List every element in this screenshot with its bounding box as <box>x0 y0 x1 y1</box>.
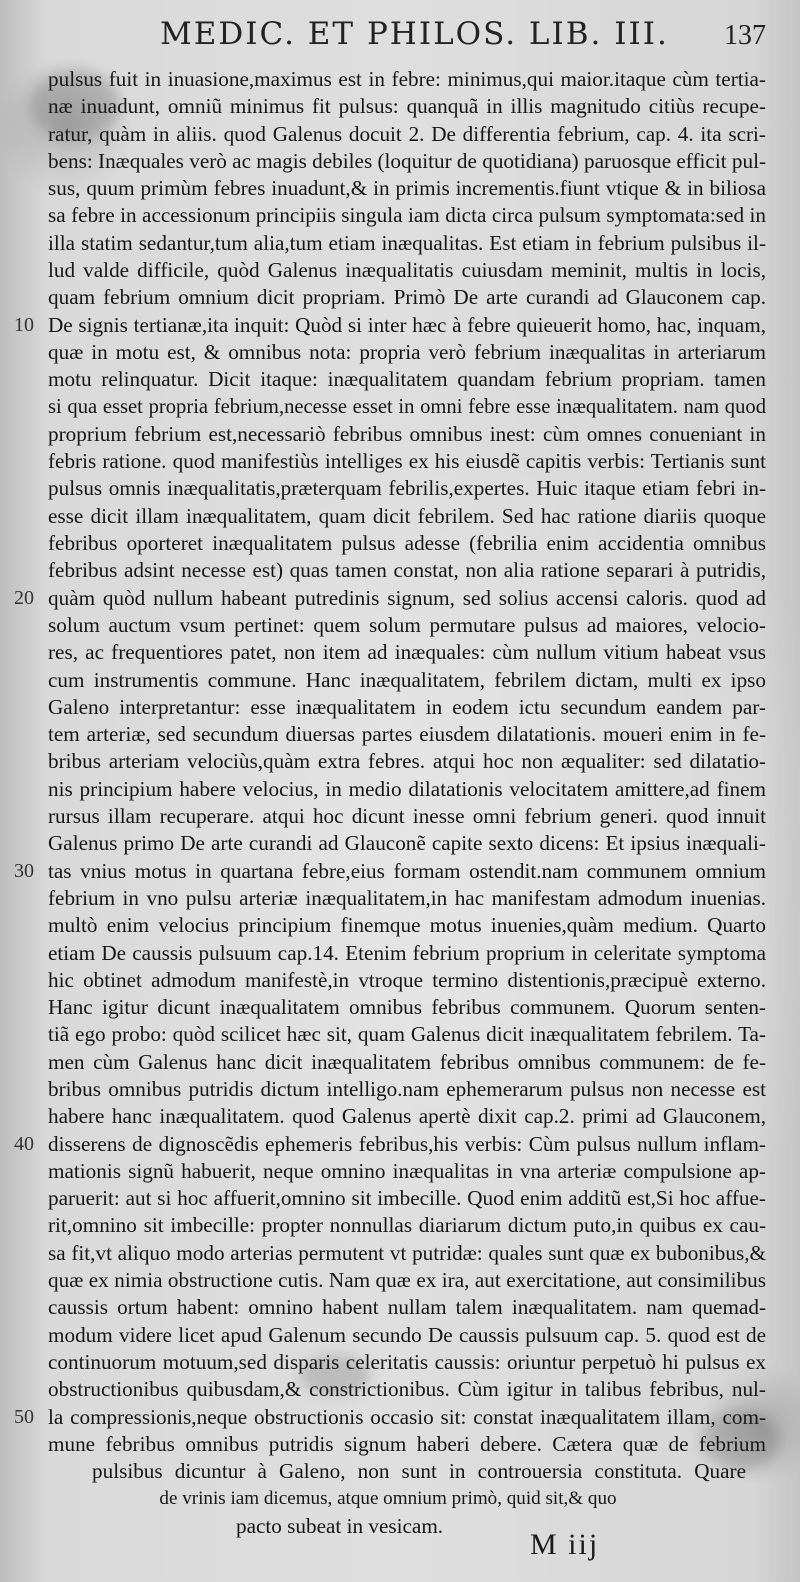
text-line: res, ac frequentiores patet, non item ad inæquales: cùm nullum vitium habeat vsus <box>48 640 766 665</box>
ink-smudge <box>30 70 120 140</box>
line-number-10: 10 <box>14 313 34 336</box>
text-line: quam febrium omnium dicit propriam. Primò De arte curandi ad Glauconem cap. <box>48 285 766 310</box>
text-line: illa statim sedantur,tum alia,tum etiam inæqualitas. Est etiam in febrium pulsibus il- <box>48 230 766 255</box>
text-line: de vrinis iam dicemus, atque omnium primò, quid sit,& quo <box>159 1488 617 1510</box>
text-line: febris ratione. quod manifestiùs intelliges ex his eiusdẽ capitis verbis: Tertianis sunt <box>48 449 766 474</box>
line-number-30: 30 <box>14 859 34 882</box>
text-line: hic obtinet admodum manifestè,in vtroque termino distentionis,præcipuè externo. <box>48 967 766 992</box>
text-line-numbered <box>14 585 766 612</box>
text-line: paruerit: aut si hoc affuerit,omnino sit imbecille. Quod enim additũ est,Si hoc affue- <box>48 1186 766 1211</box>
text-line: tiã ego probo: quòd scilicet hæc sit, quam Galenus dicit inæqualitatem febrilem. Ta- <box>48 1022 766 1047</box>
signature-mark: M iij <box>530 1528 600 1561</box>
text-line: multò enim velocius principium finemque motus inuenies,quàm medium. Quarto <box>48 913 766 938</box>
text-line: habere hanc inæqualitatem. quod Galenus apertè dixit cap.2. primi ad Glauconem, <box>48 1104 766 1129</box>
text-line: tas vnius motus in quartana febre,eius formam ostendit.nam communem omnium <box>48 858 766 883</box>
running-title: MEDIC. ET PHILOS. LIB. III. <box>160 16 669 52</box>
text-line: pacto subeat in vesicam. <box>236 1513 444 1538</box>
line-number-50: 50 <box>14 1405 34 1428</box>
text-line: obstructionibus quibusdam,& constrictionibus. Cùm igitur in talibus febribus, nul- <box>48 1377 766 1402</box>
text-line: bribus arteriam velociùs,quàm extra febres. atqui hoc non æqualiter: sed dilatatio- <box>48 749 766 774</box>
page-number: 137 <box>724 20 766 51</box>
text-line: lud valde difficile, quòd Galenus inæqualitatis cuiusdam meminit, multis in locis, <box>48 258 766 283</box>
text-line-numbered <box>14 1404 766 1431</box>
text-line: mune febribus omnibus putridis signum haberi debere. Cætera quæ de febrium <box>48 1431 766 1456</box>
text-line: febrium in vno pulsu arteriæ inæqualitatem,in hac manifestam admodum inuenias. <box>48 885 766 910</box>
text-line: bens: Inæquales verò ac magis debiles (loquitur de quotidiana) paruosque efficit pul- <box>48 148 767 173</box>
ink-smudge <box>700 1410 780 1470</box>
text-line: De signis tertianæ,ita inquit: Quòd si inter hæc à febre quieuerit homo, hac, inquam, <box>48 312 766 337</box>
text-line-numbered <box>14 858 766 885</box>
text-line: rursus illam recuperare. atqui hoc dicunt inesse omni febrium generi. quod innuit <box>48 804 766 829</box>
text-line: cum instrumentis commune. Hanc inæqualitatem, febrilem dictam, multi ex ipso <box>48 667 766 692</box>
text-line: ratur, quàm in aliis. quod Galenus docuit 2. De differentia febrium, cap. 4. ita scri- <box>48 121 766 146</box>
text-line: pulsibus dicuntur à Galeno, non sunt in controuersia constituta. Quare <box>92 1459 746 1484</box>
text-line: sa febre in accessionum principiis singula iam dicta circa pulsum symptomata:sed in <box>48 203 766 228</box>
text-line: febribus oporteret inæqualitatem pulsus adesse (febrilia enim accidentia omnibus <box>48 531 766 556</box>
text-line: rit,omnino sit imbecille: propter nonnullas diariarum dictum puto,in quibus ex cau- <box>48 1213 766 1238</box>
ink-smudge <box>300 1355 370 1395</box>
text-line: Galenus primo De arte curandi ad Glauconẽ capite sexto dicens: Et ipsius inæquali- <box>48 831 766 856</box>
text-line: solum auctum vsum pertinet: quem solum permutare pulsus ad maiores, velocio- <box>48 612 766 637</box>
text-line: quàm quòd nullum habeant putredinis signum, sed solius accensi caloris. quod ad <box>48 585 766 610</box>
text-line: febribus adsint necesse est) quas tamen constat, non alia ratione separari à putridis, <box>48 558 766 583</box>
text-line: quæ in motu est, & omnibus nota: propria verò febrium inæqualitas in arteriarum <box>48 339 766 364</box>
text-line: la compressionis,neque obstructionis occasio sit: constat inæqualitatem illam, com- <box>48 1404 766 1429</box>
text-line: men cùm Galenus hanc dicit inæqualitatem febribus omnibus communem: de fe- <box>48 1049 766 1074</box>
text-line: tem arteriæ, sed secundum diuersas partes eiusdem dilatationis. moueri enim in fe- <box>48 722 766 747</box>
text-line: quæ ex nimia obstructione cutis. Nam quæ ex ira, aut exercitatione, aut consimilibus <box>48 1268 766 1293</box>
text-line: motu relinquatur. Dicit itaque: inæqualitatem quandam febrium propriam. tamen <box>48 367 766 392</box>
text-line: Hanc igitur dicunt inæqualitatem omnibus febribus communem. Quorum senten- <box>48 995 766 1020</box>
text-line: caussis ortum habent: omnino habent nullam talem inæqualitatem. nam quemad- <box>48 1295 766 1320</box>
text-line: pulsus fuit in inuasione,maximus est in febre: minimus,qui maior.itaque cùm tertia- <box>48 67 766 91</box>
text-line: mationis signũ habuerit, neque omnino inæqualitas in vna arteriæ compulsione ap- <box>48 1158 766 1183</box>
text-line-numbered <box>14 312 766 339</box>
line-number-40: 40 <box>14 1132 34 1155</box>
body-text <box>14 66 767 1540</box>
text-line: bribus omnibus putridis dictum intelligo.nam ephemerarum pulsus non necesse est <box>48 1076 766 1101</box>
text-line: etiam De caussis pulsuum cap.14. Etenim febrium proprium in celeritate symptoma <box>48 940 766 965</box>
page-header <box>160 14 770 58</box>
text-line: pulsus omnis inæqualitatis,præterquam febrilis,expertes. Huic itaque etiam febri in- <box>48 476 766 501</box>
text-line: disserens de dignoscẽdis ephemeris febribus,his verbis: Cùm pulsus nullum inflam- <box>48 1131 766 1156</box>
text-line: proprium febrium est,necessariò febribus omnibus inest: cùm omnes conueniant in <box>48 421 766 446</box>
text-line: nis principium habere velocius, in medio dilatationis velocitatem amittere,ad finem <box>48 776 766 801</box>
line-number-20: 20 <box>14 586 34 609</box>
text-line: modum videre licet apud Galenum secundo De caussis pulsuum cap. 5. quod est de <box>48 1322 766 1347</box>
text-line: Galeno interpretantur: esse inæqualitatem in eodem ictu secundum eandem par- <box>48 694 766 719</box>
text-line: esse dicit illam inæqualitatem, quam dicit febrilem. Sed hac ratione diariis quoque <box>48 503 766 528</box>
text-line-numbered <box>14 1131 766 1158</box>
text-line: sa fit,vt aliquo modo arterias permutent vt putridæ: quales sunt quæ ex bubonibus,& <box>48 1240 766 1265</box>
text-line: sus, quum primùm febres inuadunt,& in primis incrementis.fiunt vtique & in biliosa <box>48 176 766 201</box>
text-line: si qua esset propria febrium,necesse esset in omni febre esse inæqualitatem. nam quod <box>48 395 766 418</box>
text-line: continuorum motuum,sed disparis celeritatis caussis: oriuntur perpetuò hi pulsus ex <box>48 1349 766 1374</box>
text-line: næ inuadunt, omniũ minimus fit pulsus: quanquã in illis magnitudo citiùs recupe- <box>48 94 766 119</box>
